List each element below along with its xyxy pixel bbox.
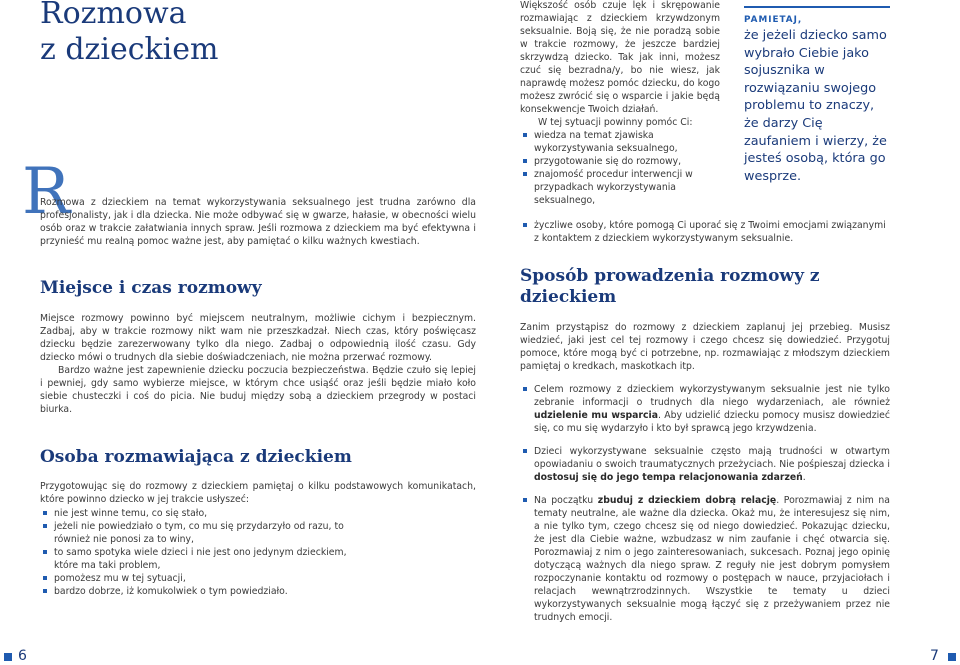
top-paragraph-2: W tej sytuacji powinny pomóc Ci: [538,117,693,128]
list-item: bardzo dobrze, iż komukolwiek o tym powiedziało. [40,585,360,598]
remember-label: PAMIETAJ, [744,15,803,25]
top-list [520,129,710,207]
section-place-time [40,278,476,416]
top-paragraph-1: Większość osób czuje lęk i skrępowanie rozmawiając z dzieckiem krzywdzonym seksualnie. Boją się, że nie poradzą sobie w trakcie rozmowy, że jeszcze bardziej skrzywdzą dziecko. Tak jak inni, możesz czuć się bezradna/y, bo nie wiesz, jak naprawdę możesz pomóc dziecku, do kogo możesz zwrócić się o wsparcie i jakie będą konsekwencje Twoich działań. [520,0,720,115]
section-person [40,447,476,598]
list-item: jeżeli nie powiedziało o tym, co mu się przydarzyło od razu, to również nie ponosi za to winy, [40,520,360,546]
intro-paragraph: Rozmowa z dzieckiem na temat wykorzystywania seksualnego jest trudna zarówno dla profesjonalisty, jak i dla dziecka. Nie może odbywać się w gwarze, hałasie, w obecności wielu osób oraz w trakcie załatwiania innych spraw. Jeśli rozmowa z dzieckiem ma być efektywna i przynieść mu realną pomoc ważne jest, aby pamiętać o kilku ważnych kwestiach. [40,197,476,247]
list-item: wiedza na temat zjawiska wykorzystywania seksualnego, [520,129,710,155]
top-list-continued [520,219,890,245]
list-item: życzliwe osoby, które pomogą Ci uporać się z Twoimi emocjami związanymi z kontaktem z dzieckiem wykorzystywanym seksualnie. [520,219,890,245]
list-item: Na początku zbuduj z dzieckiem dobrą relację. Porozmawiaj z nim na tematy neutralne, ale ważne dla dziecka. Okaż mu, że interesujesz się nim, a nie tylko tym, czego chcesz się od niego dowiedzieć. Pokazując dziecku, że jest dla Ciebie ważne, wzbudzasz w nim zaufanie i chęć otwarcia się. Porozmawiaj z nim o jego zainteresowaniach, sukcesach. Poznaj jego opinię dotyczącą ważnych dla niego spraw. Z reguły nie jest dobrym pomysłem rozpoczynanie kontaktu od rozmowy o postępach w nauce, przyjaciołach i relacjach wewnątrzrodzinnych. Wszystkie te tematy u dzieci wykorzystywanych seksualnie mogą łączyć się z przeżywaniem przez nie trudnych emocji. [520,494,890,624]
section-person-paragraph: Przygotowując się do rozmowy z dzieckiem pamiętaj o kilku podstawowych komunikatach, które powinno dziecko w jej trakcie usłyszeć: [40,481,476,505]
top-text [520,0,720,207]
list-item: przygotowanie się do rozmowy, [520,155,710,168]
section-place-time-paragraph-1: Miejsce rozmowy powinno być miejscem neutralnym, możliwie cichym i bezpiecznym. Zadbaj, aby w trakcie rozmowy nikt wam nie przeszkadzał. Niech czas, który poświęcasz dziecku będzie zarezerwowany tylko dla niego. Zadbaj o odpowiednią ilość czasu. Gdy dziecko mówi o trudnych dla siebie doświadczeniach, nie można przerwać rozmowy. [40,313,476,363]
list-item: Celem rozmowy z dzieckiem wykorzystywanym seksualnie jest nie tylko zebranie informacji o trudnych dla niego wydarzeniach, ale również udzielenie mu wsparcia. Aby udzielić dziecku pomocy musisz dowiedzieć się, co mu się wydarzyło i kto był sprawcą jego krzywdzenia. [520,383,890,435]
page-marker-left [4,653,12,661]
page-number-left: 6 [18,648,27,664]
remember-box [744,6,890,185]
list-item: nie jest winne temu, co się stało, [40,507,360,520]
title-line-2: z dzieckiem [40,32,219,67]
intro-section [22,155,476,248]
page-marker-right [948,653,956,661]
title-line-1: Rozmowa [40,0,187,31]
list-item: znajomość procedur interwencji w przypadkach wykorzystywania seksualnego, [520,168,710,207]
drop-cap: R [22,155,71,229]
section-conversation-paragraph: Zanim przystąpisz do rozmowy z dzieckiem zaplanuj jej przebieg. Musisz wiedzieć, jaki jest cel tej rozmowy i czego chcesz się dowiedzieć. Przygotuj pomoce, które mogą być ci potrzebne, np. rozmawiając z młodszym dzieckiem pamiętaj o kredkach, maskotkach itp. [520,322,890,372]
section-person-list [40,507,360,598]
section-title-conversation: Sposób prowadzenia rozmowy z dzieckiem [520,266,820,307]
list-item: to samo spotyka wiele dzieci i nie jest ono jedynym dzieckiem, które ma taki problem, [40,546,360,572]
list-item: Dzieci wykorzystywane seksualnie często mają trudności w otwartym opowiadaniu o swoich traumatycznych przeżyciach. Nie pośpieszaj dziecka i dostosuj się do jego tempa relacjonowania zdarzeń. [520,445,890,484]
section-conversation [520,266,890,634]
section-title-place-time: Miejsce i czas rozmowy [40,278,262,298]
section-title-person: Osoba rozmawiająca z dzieckiem [40,447,352,467]
section-conversation-list [520,383,890,624]
section-place-time-paragraph-2: Bardzo ważne jest zapewnienie dziecku poczucia bezpieczeństwa. Będzie czuło się lepiej i pewniej, gdy samo wybierze miejsce, w którym chce usiąść oraz jeśli będzie miało koło siebie chusteczki i coś do picia. Nie buduj między sobą a dzieckiem przegrody w postaci biurka. [40,365,476,415]
remember-text: że jeżeli dziecko samo wybrało Ciebie jako sojusznika w rozwiązaniu swojego problemu to znaczy, że darzy Cię zaufaniem i wierzy, że jesteś osobą, która go wesprze. [744,28,887,184]
page-title [40,0,440,68]
list-item: pomożesz mu w tej sytuacji, [40,572,360,585]
page-number-right: 7 [930,648,939,664]
